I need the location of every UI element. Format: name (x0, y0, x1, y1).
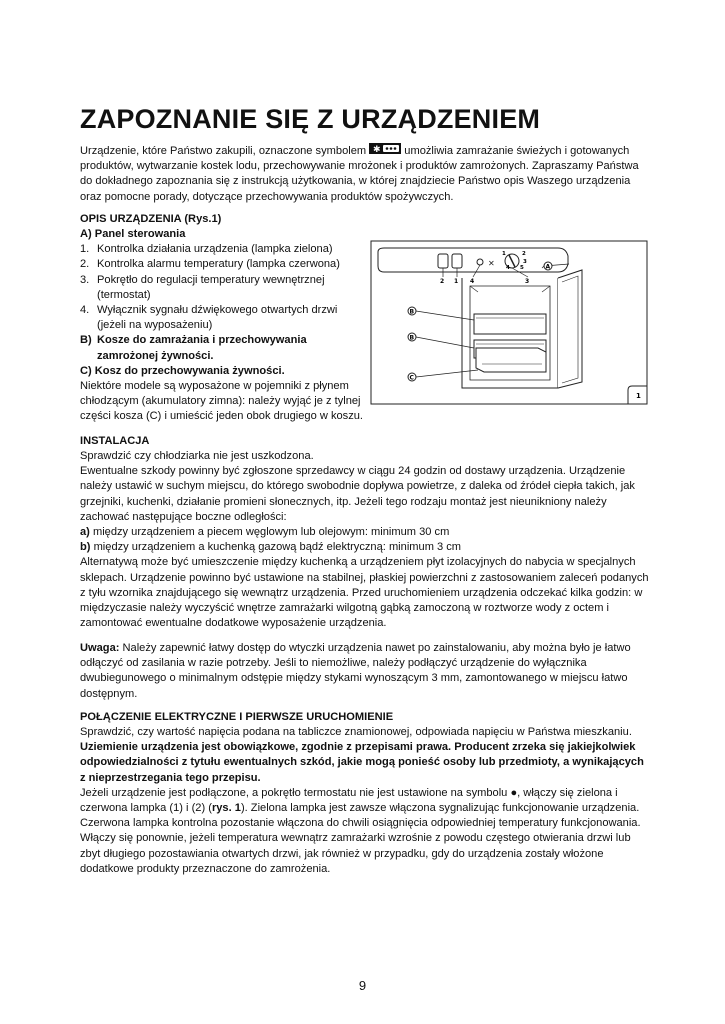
control-panel (378, 248, 568, 272)
section-b: B) Kosze do zamrażania i przechowywania zamrożonej żywności. (80, 334, 307, 362)
electrical-line: Sprawdzić, czy wartość napięcia podana na tabliczce znamionowej, odpowiada napięciu w Państwa mieszkaniu. (80, 726, 632, 738)
freezer-basket-upper (474, 314, 546, 334)
svg-text:C: C (409, 374, 414, 382)
list-item: 3. Pokrętło do regulacji temperatury wewnętrznej (termostat) (80, 273, 325, 301)
panel-number: 2 (440, 278, 445, 285)
intro-after-symbol: umożliwia zamrażanie świeżych i gotowanych produktów, wytwarzanie kostek lodu, przechowywanie mrożonek i produktów zamrożonych. Zapraszamy Państwa do dokładnego zapoznania się z instrukcją użytkowania, w której znajdziecie Państwo opis Waszego urządzenia oraz pomocne porady, dotyczące przechowywania produktów spożywczych. (80, 145, 639, 203)
bullet-symbol: ● (510, 786, 518, 799)
dial-number: 1 (502, 251, 506, 257)
intro-before-symbol: Urządzenie, które Państwo zakupili, oznaczone symbolem (80, 145, 367, 158)
description-heading: OPIS URZĄDZENIA (Rys.1) (80, 213, 222, 225)
page-title: ZAPOZNANIE SIĘ Z URZĄDZENIEM (80, 104, 541, 134)
grounding-warning: Uziemienie urządzenia jest obowiązkowe, zgodnie z przepisami prawa. Producent zrzeka się jakiejkolwiek odpowiedzialności z tytułu ewentualnych szkód, jakie mogą ponieść osoby lub przedmioty, a wynikających z nieprzestrzegania tego przepisu. (80, 741, 644, 784)
distance-a: a) między urządzeniem a piecem węglowym lub olejowym: minimum 30 cm (80, 526, 450, 539)
svg-text:A: A (545, 263, 551, 271)
electrical-body (80, 725, 650, 877)
installation-body (80, 449, 650, 631)
list-item: 4. Wyłącznik sygnału dźwiękowego otwartych drzwi (jeżeli na wyposażeniu) (80, 304, 338, 332)
red-lamp-icon (452, 254, 462, 268)
green-lamp-icon (438, 254, 448, 268)
distance-b: b) między urządzeniem a kuchenką gazową bądź elektryczną: minimum 3 cm (80, 541, 462, 554)
fridge-figure (370, 240, 648, 405)
section-a: A) Panel sterowania (80, 228, 186, 240)
figure-number: 1 (636, 392, 641, 400)
svg-text:✱: ✱ (373, 145, 381, 154)
installation-line: Sprawdzić czy chłodziarka nie jest uszkodzona. (80, 450, 314, 462)
installation-heading: INSTALACJA (80, 435, 150, 447)
panel-number: 3 (525, 278, 530, 285)
switch-icon (477, 259, 483, 265)
open-door (558, 270, 582, 388)
list-item: 2. Kontrolka alarmu temperatury (lampka czerwona) (80, 258, 340, 271)
list-item: 1. Kontrolka działania urządzenia (lampka zielona) (80, 243, 333, 256)
svg-text:B: B (409, 334, 415, 342)
description-list (80, 227, 365, 425)
dial-number: 4 (506, 265, 510, 271)
dial-number: 3 (523, 259, 527, 265)
electrical-paragraph: Jeżeli urządzenie jest podłączone, a pokrętło termostatu nie jest ustawione na symbolu ●, włączy się zielona i czerwona lampka (1) i (2) (rys. 1). Zielona lampka jest zawsze włączona sygnalizując funkcjonowanie urządzenia. Czerwona lampka kontrolna pozostanie włączona do chwili osiągnięcia odpowiedniej temperatury funkcjonowania. Włączy się ponownie, jeżeli temperatura wewnątrz zamrażarki wzrośnie z powodu częstego otwierania drzwi lub zbyt długiego pozostawiania otwartych drzwi, jak również w przypadku, gdy do urządzenia zostały włożone dodatkowe produkty przeznaczone do zamrożenia. (80, 786, 641, 875)
warning-paragraph: Uwaga: Należy zapewnić łatwy dostęp do wtyczki urządzenia nawet po zainstalowaniu, aby można było je łatwo odłączyć od zasilania w razie potrzeby. Jeśli to niemożliwe, należy podłączyć urządzenie do wyłącznika dwubiegunowego o minimalnym odstępie między stykami wynoszącym 3 mm, zamontowanego w miejscu łatwo dostępnym. (80, 642, 631, 700)
page-number: 9 (358, 978, 367, 993)
panel-number: 4 (470, 278, 475, 285)
section-c: C) Kosz do przechowywania żywności. (80, 364, 285, 377)
storage-basket (476, 348, 546, 372)
electrical-heading: POŁĄCZENIE ELEKTRYCZNE I PIERWSZE URUCHOMIENIE (80, 711, 394, 723)
dial-number: 5 (520, 265, 524, 271)
mute-icon: ✕ (488, 259, 495, 268)
dial-number: 2 (522, 251, 526, 257)
installation-rest: Alternatywą może być umieszczenie między kuchenką a urządzeniem płyt izolacyjnych do nabycia w specjalnych sklepach. Urządzenie powinno być ustawione na stabilnej, płaskiej powierzchni z zastosowaniem zaleceń podanych z tyłu wzornika znajdującego się wewnątrz urządzenia. Przed uruchomieniem urządzenia odczekać kilka godzin: w międzyczasie należy wyczyścić wnętrze zamrażarki wilgotną gąbką zamoczoną w roztworze wody z octem i zamontować ewentualne dodatkowe wyposażenie urządzenia. (80, 556, 649, 630)
installation-line: Ewentualne szkody powinny być zgłoszone sprzedawcy w ciągu 24 godzin od dostawy urządzenia. Urządzenie należy ustawić w suchym miejscu, do którego swobodnie dopływa powietrze, z daleka od źródeł ciepła takich, jak grzejniki, kuchenki, działanie promieni słonecznych, itp. Jeżeli tego rodzaju montaż jest nieunikniony należy zachować następujące boczne odległości: (80, 465, 635, 523)
panel-number: 1 (454, 278, 459, 285)
description-note: Niektóre modele są wyposażone w pojemniki z płynem chłodzącym (akumulatory zimna): należy wyjąć je z tylnej części kosza (C) i umieścić jeden obok drugiego w koszu. (80, 380, 364, 423)
intro-paragraph (80, 143, 650, 205)
svg-text:B: B (409, 308, 415, 316)
freezer-star-icon (369, 143, 401, 159)
